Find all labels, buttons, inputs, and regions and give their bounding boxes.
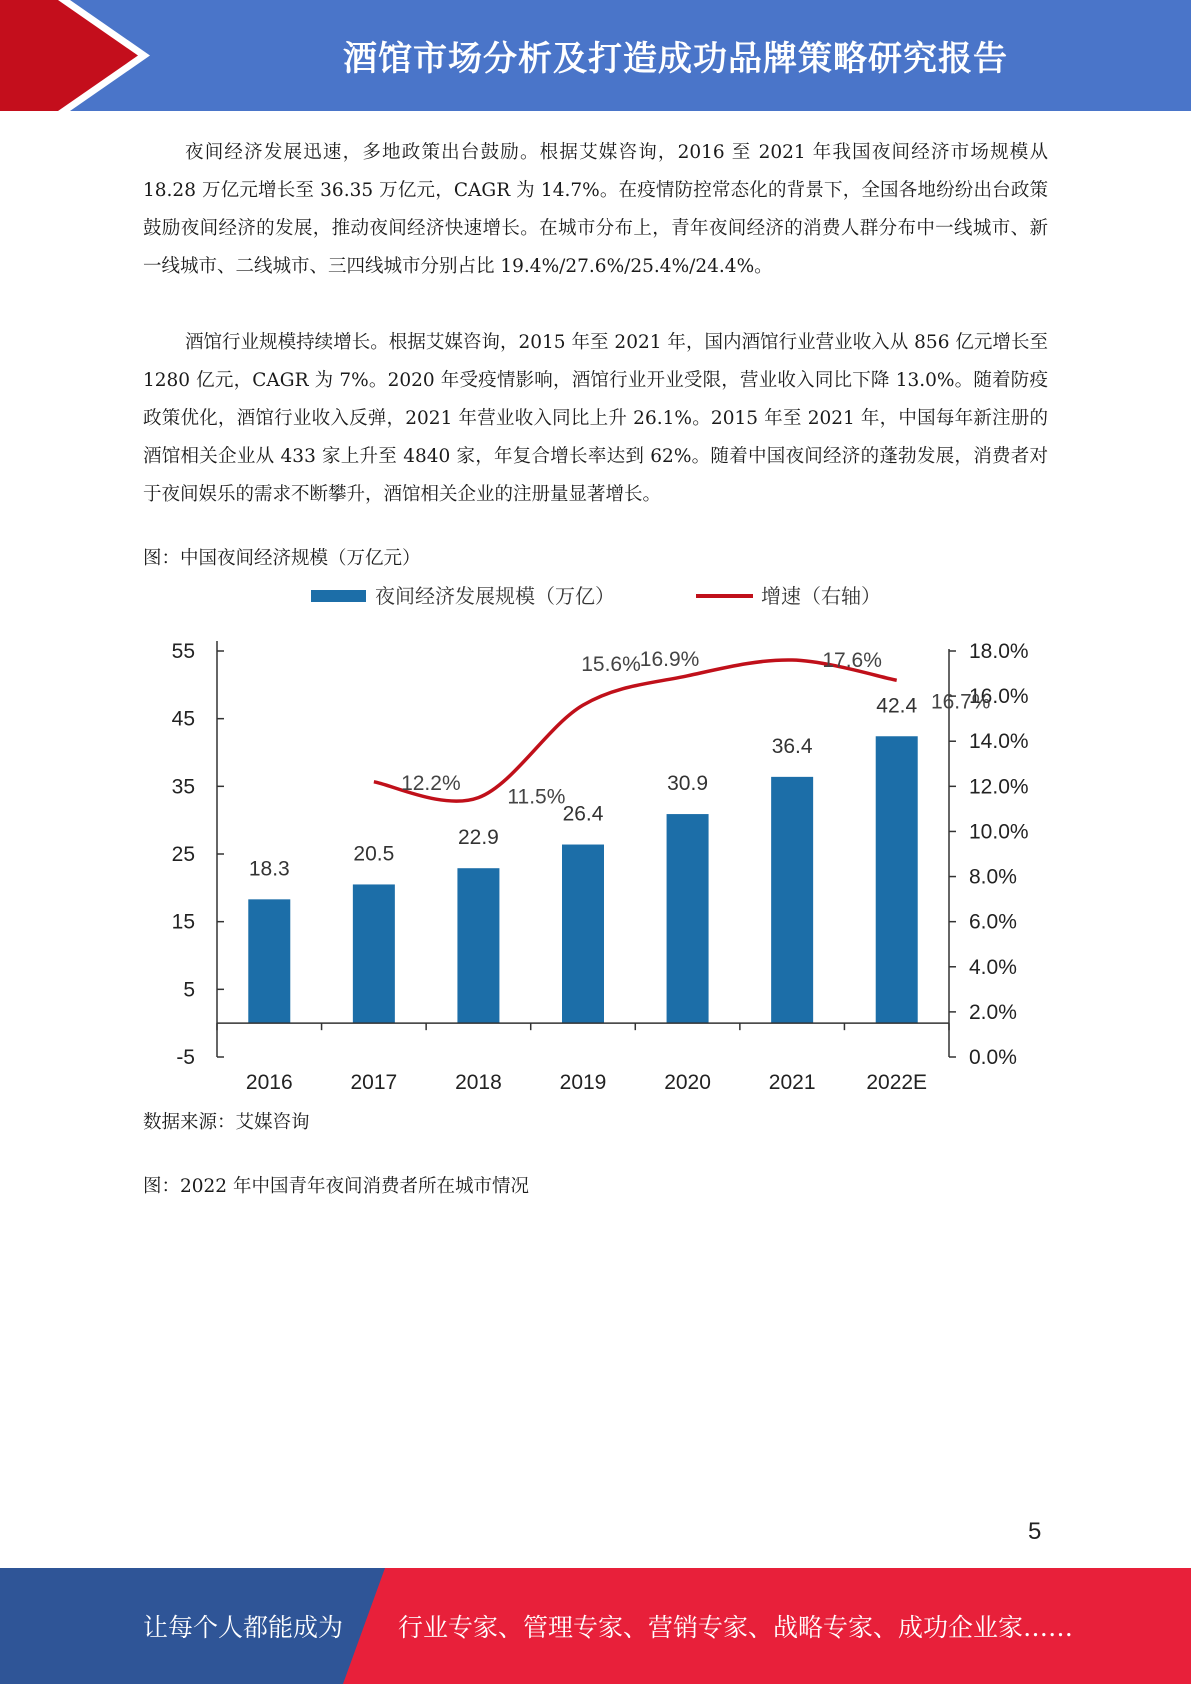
right-axis-tick-label: 10.0%: [969, 820, 1029, 844]
left-axis-tick-label: 5: [183, 978, 195, 1002]
left-axis-tick-label: 55: [171, 640, 195, 663]
page-footer: [0, 1568, 1191, 1684]
header-arrow-decoration: [0, 0, 160, 111]
growth-value-label: 12.2%: [401, 771, 461, 795]
left-axis-tick-label: 25: [171, 843, 195, 866]
bar-2017: [353, 884, 395, 1023]
x-axis-tick-label: 2021: [768, 1071, 816, 1094]
night-economy-chart: [143, 572, 1063, 1112]
x-axis-tick-label: 2022E: [866, 1071, 928, 1094]
bar-value-label: 26.4: [562, 802, 604, 826]
legend-bar-swatch: [311, 590, 366, 602]
right-axis-tick-label: 14.0%: [969, 730, 1029, 754]
x-axis-tick-label: 2018: [455, 1071, 502, 1094]
bar-value-label: 20.5: [353, 842, 395, 866]
left-axis-tick-label: -5: [176, 1046, 195, 1069]
right-axis-tick-label: 18.0%: [969, 640, 1029, 663]
paragraph-bar-industry: 酒馆行业规模持续增长。根据艾媒咨询，2015 年至 2021 年，国内酒馆行业营业收入从 856 亿元增长至 1280 亿元，CAGR 为 7%。2020 年受疫情影响，酒馆行业开业受限，营业收入同比下降 13.0%。随着防疫政策优化，酒馆行业收入反弹，2021 年营业收入同比上升 26.1%。2015 年至 2021 年，中国每年新注册的酒馆相关企业从 433 家上升至 4840 家，年复合增长率达到 62%。随着中国夜间经济的蓬勃发展，消费者对于夜间娱乐的需求不断攀升，酒馆相关企业的注册量显著增长。: [143, 332, 1048, 505]
footer-slogan-left: 让每个人都能成为: [143, 1613, 344, 1642]
bar-2018: [457, 868, 499, 1023]
right-axis-tick-label: 16.0%: [969, 685, 1029, 709]
x-axis-tick-label: 2019: [559, 1071, 607, 1094]
figure2-caption: 图：2022 年中国青年夜间消费者所在城市情况: [143, 1176, 529, 1197]
bar-2021: [771, 777, 813, 1023]
left-axis-tick-label: 15: [171, 910, 195, 934]
bar-value-label: 30.9: [667, 772, 709, 796]
left-axis-tick-label: 35: [171, 775, 195, 799]
figure1-source: 数据来源：艾媒咨询: [143, 1112, 310, 1133]
page-header: [0, 0, 1191, 111]
footer-slogan-right: 行业专家、管理专家、营销专家、战略专家、成功企业家……: [398, 1613, 1074, 1642]
growth-value-label: 16.9%: [639, 647, 700, 671]
right-axis-tick-label: 6.0%: [969, 910, 1017, 934]
bar-value-label: 22.9: [457, 826, 499, 850]
x-axis-tick-label: 2017: [350, 1071, 398, 1094]
right-axis-tick-label: 4.0%: [969, 955, 1017, 979]
growth-value-label: 17.6%: [822, 649, 882, 673]
growth-value-label: 16.7%: [930, 690, 991, 714]
paragraph-night-economy: 夜间经济发展迅速，多地政策出台鼓励。根据艾媒咨询，2016 至 2021 年我国夜间经济市场规模从 18.28 万亿元增长至 36.35 万亿元，CAGR 为 14.7%。在疫情防控常态化的背景下，全国各地纷纷出台政策鼓励夜间经济的发展，推动夜间经济快速增长。在城市分布上，青年夜间经济的消费人群分布中一线城市、新一线城市、二线城市、三四线城市分别占比 19.4%/27.6%/25.4%/24.4%。: [143, 142, 1048, 277]
right-axis-tick-label: 12.0%: [969, 775, 1029, 799]
bar-2020: [667, 814, 709, 1023]
legend-line-label: 增速（右轴）: [761, 586, 881, 608]
left-axis-tick-label: 45: [171, 707, 195, 731]
right-axis-tick-label: 8.0%: [969, 865, 1017, 889]
bar-value-label: 18.3: [248, 857, 290, 881]
right-axis-tick-label: 2.0%: [969, 1000, 1017, 1024]
bar-2016: [248, 899, 290, 1023]
report-title: 酒馆市场分析及打造成功品牌策略研究报告: [343, 39, 1008, 79]
bar-value-label: 42.4: [876, 694, 918, 718]
bar-2022E: [876, 736, 918, 1023]
legend-bar-label: 夜间经济发展规模（万亿）: [375, 586, 615, 608]
figure1-caption: 图：中国夜间经济规模（万亿元）: [143, 548, 421, 569]
bar-2019: [562, 845, 604, 1024]
x-axis-tick-label: 2020: [664, 1071, 711, 1094]
x-axis-tick-label: 2016: [245, 1071, 293, 1094]
right-axis-tick-label: 0.0%: [969, 1046, 1017, 1069]
page-number: 5: [1028, 1518, 1042, 1545]
growth-value-label: 11.5%: [507, 785, 566, 809]
bar-value-label: 36.4: [771, 734, 813, 758]
growth-value-label: 15.6%: [581, 653, 641, 677]
